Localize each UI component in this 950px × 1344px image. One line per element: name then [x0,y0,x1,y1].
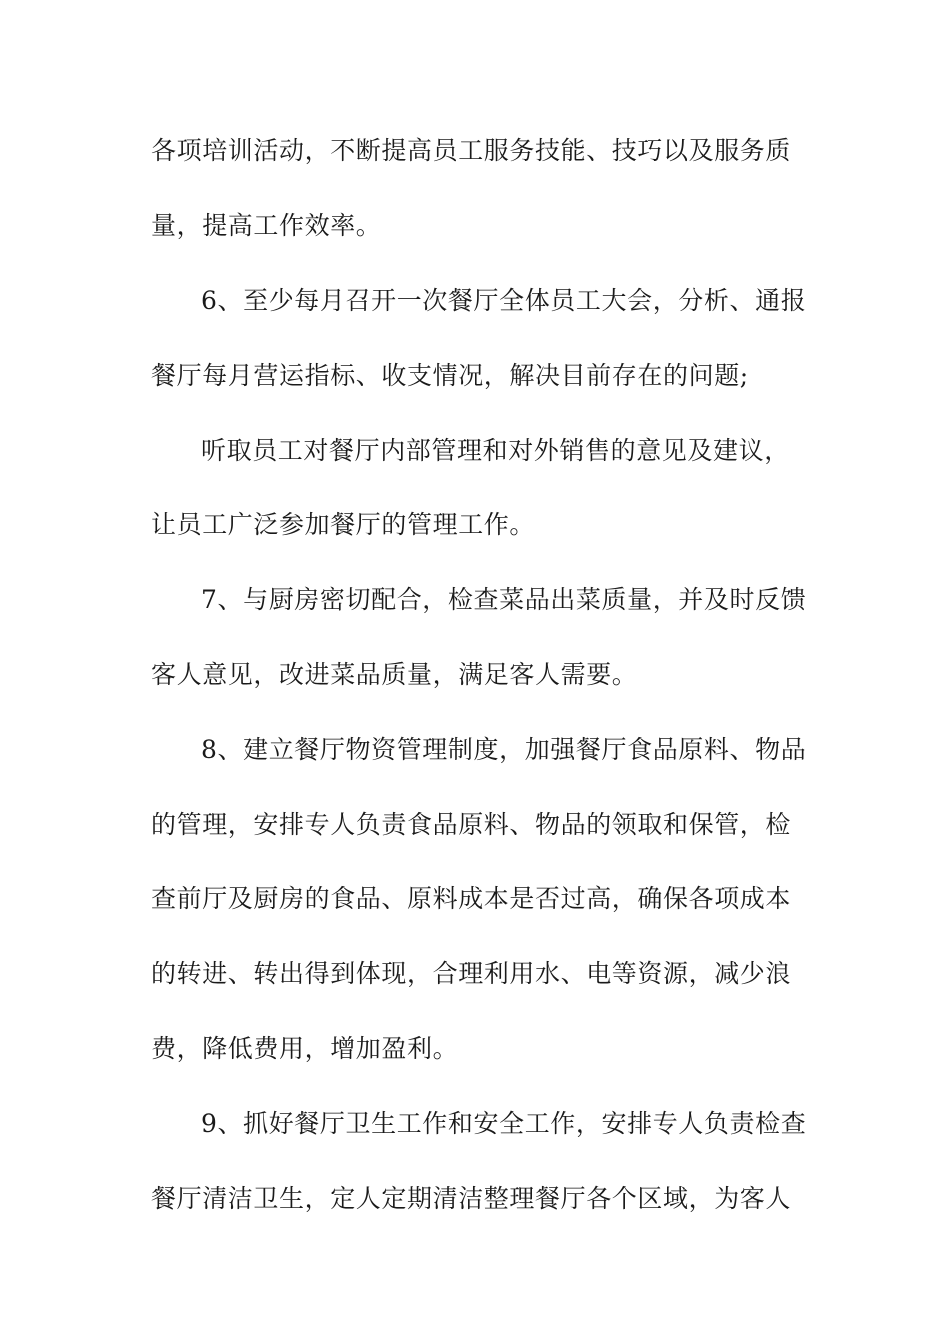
text-line: 的转进、转出得到体现，合理利用水、电等资源，减少浪 [151,959,792,988]
text-line: 客人意见，改进菜品质量，满足客人需要。 [151,660,638,689]
text-line: 让员工广泛参加餐厅的管理工作。 [151,510,536,539]
text-line: 量，提高工作效率。 [151,211,382,240]
text-line: 各项培训活动，不断提高员工服务技能、技巧以及服务质 [151,136,792,165]
text-line: 餐厅清洁卫生，定人定期清洁整理餐厅各个区域，为客人 [151,1184,792,1213]
text-line: 的管理，安排专人负责食品原料、物品的领取和保管，检 [151,810,792,839]
paragraph-8-start: 8、建立餐厅物资管理制度，加强餐厅食品原料、物品 [201,735,807,764]
text-line: 餐厅每月营运指标、收支情况，解决目前存在的问题; [151,361,749,390]
paragraph-start: 听取员工对餐厅内部管理和对外销售的意见及建议， [201,436,790,465]
paragraph-6-start: 6、至少每月召开一次餐厅全体员工大会，分析、通报 [201,286,807,315]
paragraph-9-start: 9、抓好餐厅卫生工作和安全工作，安排专人负责检查 [201,1109,807,1138]
text-line: 费，降低费用，增加盈利。 [151,1034,459,1063]
paragraph-7-start: 7、与厨房密切配合，检查菜品出菜质量，并及时反馈 [201,585,807,614]
text-line: 查前厅及厨房的食品、原料成本是否过高，确保各项成本 [151,884,792,913]
